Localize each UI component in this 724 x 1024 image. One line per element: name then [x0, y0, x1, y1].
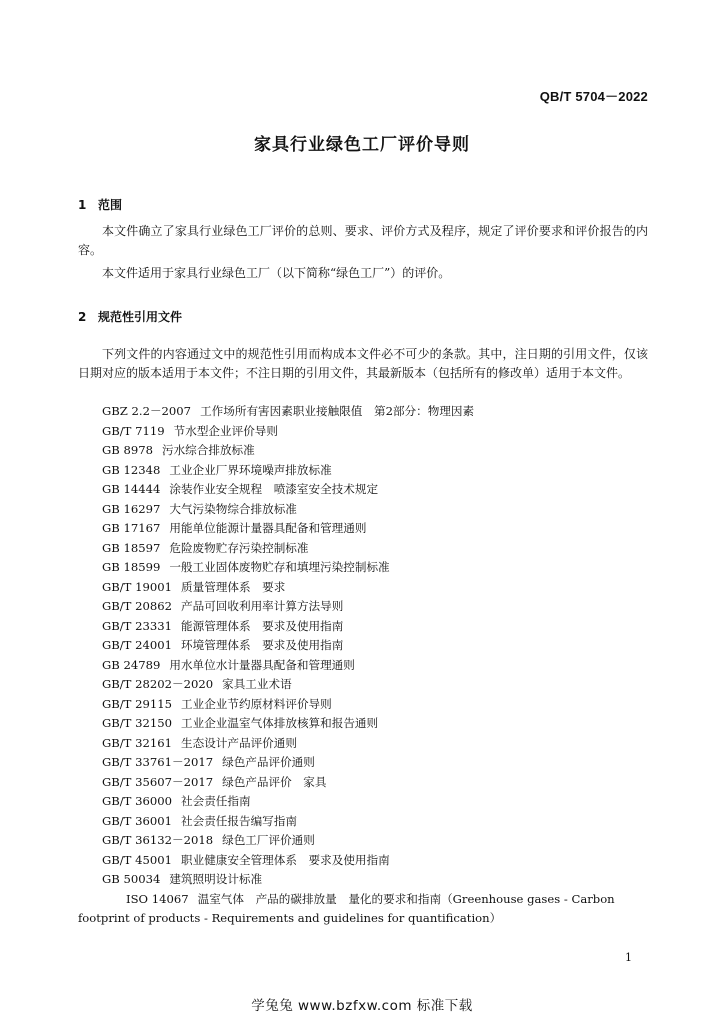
reference-title: 产品可回收利用率计算方法导则	[181, 599, 344, 613]
reference-code: GB/T 29115	[102, 696, 172, 711]
reference-title: 社会责任指南	[181, 794, 251, 808]
reference-item	[78, 617, 650, 637]
reference-title: 建筑照明设计标准	[169, 872, 263, 886]
reference-code: GB 12348	[102, 462, 161, 477]
reference-title: 绿色工厂评价通则	[222, 833, 315, 847]
reference-title: 绿色产品评价 家具	[222, 774, 327, 789]
reference-item	[78, 558, 650, 578]
reference-item	[78, 773, 650, 793]
reference-item	[78, 870, 650, 890]
reference-code: GB/T 32150	[102, 716, 172, 730]
reference-item	[78, 792, 650, 812]
reference-code: GB/T 7119	[102, 423, 165, 438]
reference-item	[78, 851, 650, 871]
reference-code: GB/T 19001	[102, 579, 172, 594]
reference-code: GB 8978	[102, 443, 153, 457]
site-footer: 学兔兔 www.bzfxw.com 标准下载	[251, 998, 473, 1014]
reference-code: GB 24789	[102, 657, 161, 672]
reference-item	[78, 675, 650, 695]
reference-title: 一般工业固体废物贮存和填埋污染控制标准	[169, 560, 390, 574]
reference-code: GB/T 33761－2017	[102, 755, 214, 769]
reference-item	[78, 480, 650, 500]
paragraph: 下列文件的内容通过文中的规范性引用而构成本文件必不可少的条款。其中，注日期的引用文件，仅该日期对应的版本适用于本文件；不注日期的引用文件，其最新版本（包括所有的修改单）适用于本文件。	[78, 347, 648, 380]
reference-title: 大气污染物综合排放标准	[169, 501, 297, 516]
reference-item	[78, 500, 650, 520]
reference-title: 能源管理体系 要求及使用指南	[181, 618, 344, 633]
section-heading-normative-references	[78, 308, 182, 325]
reference-title: 工作场所有害因素职业接触限值 第2部分：物理因素	[200, 404, 475, 418]
reference-code: GB 14444	[102, 482, 161, 496]
reference-code: GB/T 24001	[102, 638, 172, 652]
reference-list	[78, 402, 650, 928]
reference-title: 工业企业节约原材料评价导则	[181, 696, 332, 711]
reference-item	[78, 578, 650, 598]
reference-code: GB 50034	[102, 872, 161, 886]
section-number: 1	[78, 198, 87, 212]
reference-item	[78, 831, 650, 851]
reference-item	[78, 441, 650, 461]
reference-title: 绿色产品评价通则	[222, 755, 315, 769]
reference-item	[78, 461, 650, 481]
reference-code: GB 18599	[102, 560, 161, 574]
reference-title: 质量管理体系 要求	[181, 579, 286, 594]
reference-item	[78, 695, 650, 715]
reference-code: GB/T 20862	[102, 599, 172, 613]
reference-code: ISO 14067	[126, 891, 189, 906]
reference-title: 职业健康安全管理体系 要求及使用指南	[181, 852, 390, 867]
reference-code: GB/T 35607－2017	[102, 774, 214, 789]
reference-item	[78, 656, 650, 676]
paragraph: 本文件适用于家具行业绿色工厂（以下简称“绿色工厂”）的评价。	[102, 266, 451, 280]
reference-code: GB 16297	[102, 501, 161, 516]
section-number: 2	[78, 310, 87, 324]
paragraph: 本文件确立了家具行业绿色工厂评价的总则、要求、评价方式及程序，规定了评价要求和评价报告的内容。	[78, 224, 648, 257]
reference-item	[78, 402, 650, 422]
reference-code: GB/T 23331	[102, 618, 172, 633]
section-heading-scope	[78, 196, 122, 213]
reference-item	[78, 422, 650, 442]
reference-title: 环境管理体系 要求及使用指南	[181, 638, 344, 652]
reference-code: GB/T 32161	[102, 735, 172, 750]
reference-code: GB/T 45001	[102, 852, 172, 867]
reference-code: GB/T 28202－2020	[102, 677, 214, 691]
reference-title: 用水单位水计量器具配备和管理通则	[169, 657, 355, 672]
reference-item	[78, 812, 650, 832]
reference-item	[78, 753, 650, 773]
page-number: 1	[625, 951, 632, 964]
reference-code: GBZ 2.2－2007	[102, 404, 192, 418]
reference-title: 涂装作业安全规程 喷漆室安全技术规定	[169, 482, 379, 496]
standard-code: QB/T 5704－2022	[539, 89, 648, 104]
reference-item	[78, 636, 650, 656]
reference-code: GB/T 36132－2018	[102, 833, 214, 847]
reference-title: 污水综合排放标准	[161, 443, 255, 457]
reference-title: 社会责任报告编写指南	[181, 813, 297, 828]
reference-item	[78, 597, 650, 617]
reference-code: GB 18597	[102, 540, 161, 555]
reference-item	[78, 519, 650, 539]
reference-title: 节水型企业评价导则	[173, 423, 278, 438]
reference-code: GB 17167	[102, 521, 161, 535]
document-title: 家具行业绿色工厂评价导则	[254, 135, 470, 155]
reference-title: 工业企业厂界环境噪声排放标准	[169, 462, 332, 477]
reference-title: 温室气体 产品的碳排放量 量化的要求和指南（Greenhouse gases - Carbon footprint of products - Requirements and guidelines for quantification）	[78, 891, 615, 925]
reference-title: 用能单位能源计量器具配备和管理通则	[169, 521, 367, 535]
reference-item	[78, 714, 650, 734]
reference-code: GB/T 36001	[102, 813, 172, 828]
section-title: 规范性引用文件	[98, 310, 183, 324]
reference-title: 生态设计产品评价通则	[181, 735, 297, 750]
reference-item	[78, 734, 650, 754]
section-title: 范围	[98, 198, 123, 212]
reference-title: 家具工业术语	[222, 677, 292, 691]
reference-title: 危险废物贮存污染控制标准	[169, 540, 309, 555]
reference-item	[78, 539, 650, 559]
reference-title: 工业企业温室气体排放核算和报告通则	[181, 716, 379, 730]
reference-code: GB/T 36000	[102, 794, 172, 808]
reference-item	[78, 890, 650, 928]
